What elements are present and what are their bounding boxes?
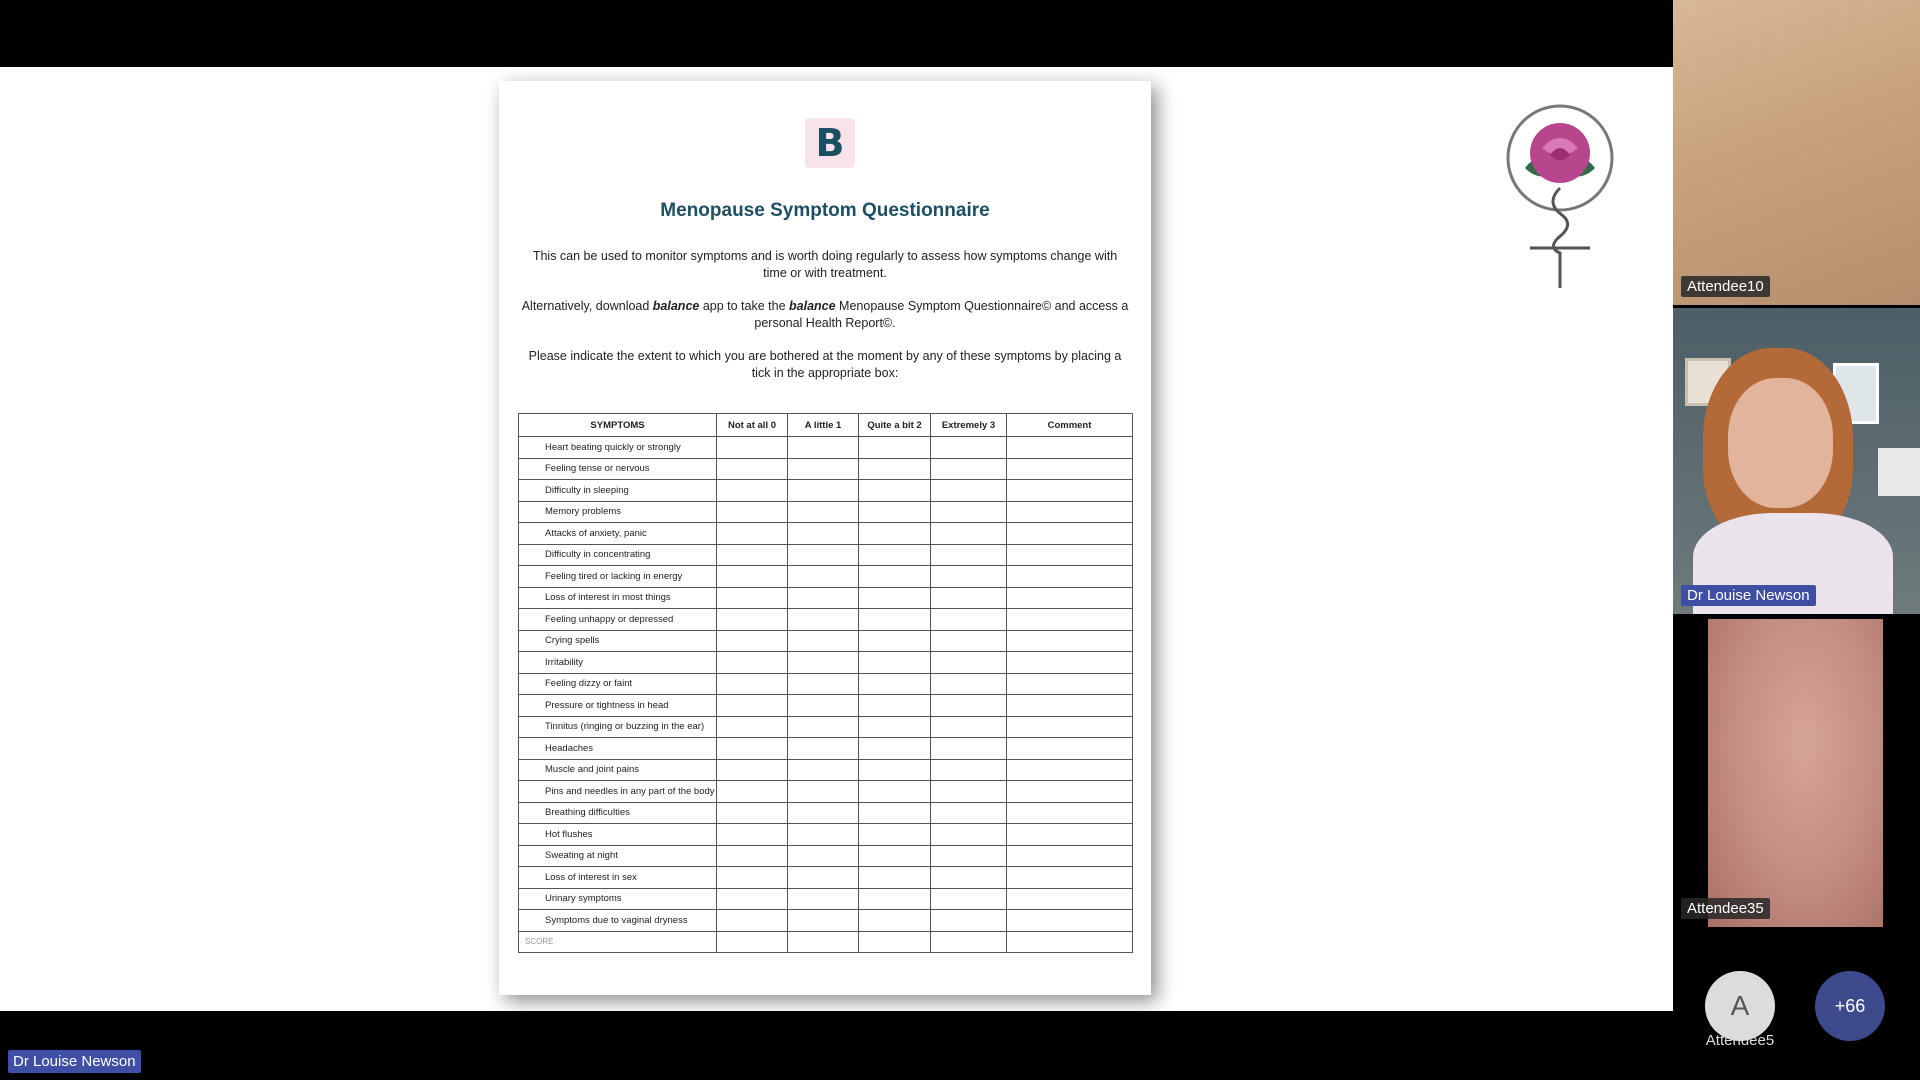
comment-cell — [1007, 910, 1133, 932]
rating-cell — [931, 630, 1007, 652]
comment-cell — [1007, 673, 1133, 695]
rating-cell — [717, 544, 788, 566]
rating-cell — [859, 566, 931, 588]
rating-cell — [717, 802, 788, 824]
rating-cell — [788, 910, 859, 932]
rating-cell — [788, 501, 859, 523]
rating-cell — [717, 695, 788, 717]
table-row — [519, 437, 1133, 459]
rating-cell — [931, 587, 1007, 609]
rating-cell — [859, 759, 931, 781]
attendee-avatar[interactable]: A — [1705, 971, 1775, 1041]
rating-cell — [931, 544, 1007, 566]
symptom-label: Heart beating quickly or strongly — [519, 437, 717, 459]
rating-cell — [717, 652, 788, 674]
wall-frame — [1878, 448, 1920, 496]
rating-cell — [788, 544, 859, 566]
rating-cell — [931, 888, 1007, 910]
rating-cell — [717, 824, 788, 846]
participant-name: Attendee10 — [1681, 276, 1770, 297]
rating-cell — [788, 695, 859, 717]
rating-cell — [717, 458, 788, 480]
comment-cell — [1007, 501, 1133, 523]
rating-cell — [788, 738, 859, 760]
rating-cell — [931, 652, 1007, 674]
table-header-row — [519, 414, 1133, 437]
table-row — [519, 824, 1133, 846]
rating-cell — [859, 781, 931, 803]
rating-cell — [931, 695, 1007, 717]
symptom-label: Loss of interest in most things — [519, 587, 717, 609]
rating-cell — [931, 867, 1007, 889]
table-row — [519, 544, 1133, 566]
rating-cell — [717, 566, 788, 588]
rating-cell — [931, 845, 1007, 867]
rating-cell — [859, 523, 931, 545]
participant-tile[interactable] — [1673, 619, 1920, 927]
rating-cell — [931, 566, 1007, 588]
rating-cell — [788, 587, 859, 609]
comment-cell — [1007, 888, 1133, 910]
instructions-paragraph: Please indicate the extent to which you are bothered at the moment by any of these symptoms by placing a tick in the appropriate box: — [528, 349, 1122, 380]
comment-cell — [1007, 480, 1133, 502]
rating-cell — [859, 609, 931, 631]
rating-cell — [788, 716, 859, 738]
rating-cell — [717, 759, 788, 781]
rating-cell — [859, 673, 931, 695]
comment-cell — [1007, 523, 1133, 545]
rating-cell — [859, 824, 931, 846]
rating-cell — [859, 695, 931, 717]
balance-logo: B — [805, 118, 855, 168]
symptom-label: Memory problems — [519, 501, 717, 523]
participant-tile-active-speaker[interactable] — [1673, 308, 1920, 614]
rating-cell — [859, 630, 931, 652]
symptom-label: Tinnitus (ringing or buzzing in the ear) — [519, 716, 717, 738]
rating-cell — [717, 845, 788, 867]
symptom-label: Muscle and joint pains — [519, 759, 717, 781]
rating-cell — [931, 824, 1007, 846]
symptom-label: Hot flushes — [519, 824, 717, 846]
symptom-label: Symptoms due to vaginal dryness — [519, 910, 717, 932]
rating-cell — [717, 501, 788, 523]
app-paragraph: Alternatively, download balance app to take the balance Menopause Symptom Questionnaire© and access a personal Health Report©. — [521, 299, 1129, 330]
rating-cell — [931, 523, 1007, 545]
speaker-face — [1728, 378, 1833, 508]
rating-cell — [717, 888, 788, 910]
header-quite-a-bit: Quite a bit 2 — [859, 414, 931, 437]
intro-paragraph: This can be used to monitor symptoms and is worth doing regularly to assess how symptoms change with time or with treatment. — [532, 249, 1118, 280]
table-row — [519, 630, 1133, 652]
brand-name: balance — [652, 299, 700, 313]
participants-rail — [1673, 0, 1920, 1080]
rating-cell — [788, 802, 859, 824]
rating-cell — [717, 738, 788, 760]
rating-cell — [859, 437, 931, 459]
more-participants-button[interactable]: +66 — [1815, 971, 1885, 1041]
rating-cell — [859, 845, 931, 867]
table-row — [519, 867, 1133, 889]
symptom-label: Pins and needles in any part of the body — [519, 781, 717, 803]
comment-cell — [1007, 738, 1133, 760]
table-row — [519, 501, 1133, 523]
score-label: SCORE — [519, 931, 717, 953]
table-row — [519, 523, 1133, 545]
header-not-at-all: Not at all 0 — [717, 414, 788, 437]
rating-cell — [931, 716, 1007, 738]
participant-tile[interactable] — [1673, 0, 1920, 305]
rating-cell — [931, 458, 1007, 480]
rating-cell — [931, 802, 1007, 824]
rating-cell — [859, 738, 931, 760]
rating-cell — [859, 802, 931, 824]
rating-cell — [931, 609, 1007, 631]
table-row — [519, 910, 1133, 932]
rating-cell — [788, 867, 859, 889]
rating-cell — [788, 609, 859, 631]
symptom-label: Feeling unhappy or depressed — [519, 609, 717, 631]
rating-cell — [931, 437, 1007, 459]
questionnaire-document — [499, 81, 1151, 995]
rating-cell — [788, 523, 859, 545]
symptom-label: Urinary symptoms — [519, 888, 717, 910]
rating-cell — [931, 480, 1007, 502]
rating-cell — [788, 652, 859, 674]
rating-cell — [859, 458, 931, 480]
score-cell — [931, 931, 1007, 953]
table-row — [519, 781, 1133, 803]
participant-video — [1708, 619, 1883, 927]
table-row — [519, 716, 1133, 738]
rating-cell — [788, 824, 859, 846]
symptom-label: Sweating at night — [519, 845, 717, 867]
comment-cell — [1007, 802, 1133, 824]
table-row — [519, 587, 1133, 609]
comment-cell — [1007, 824, 1133, 846]
rating-cell — [859, 867, 931, 889]
symptom-label: Attacks of anxiety, panic — [519, 523, 717, 545]
table-row — [519, 738, 1133, 760]
symptom-label: Difficulty in sleeping — [519, 480, 717, 502]
rating-cell — [788, 480, 859, 502]
rating-cell — [788, 437, 859, 459]
rating-cell — [788, 845, 859, 867]
rating-cell — [717, 480, 788, 502]
rating-cell — [859, 544, 931, 566]
symptom-label: Feeling tired or lacking in energy — [519, 566, 717, 588]
participant-name: Attendee35 — [1681, 898, 1770, 919]
table-row — [519, 802, 1133, 824]
symptom-label: Headaches — [519, 738, 717, 760]
score-cell — [788, 931, 859, 953]
table-row — [519, 480, 1133, 502]
comment-cell — [1007, 867, 1133, 889]
rating-cell — [717, 587, 788, 609]
rating-cell — [931, 673, 1007, 695]
rating-cell — [788, 566, 859, 588]
rating-cell — [788, 630, 859, 652]
table-row — [519, 759, 1133, 781]
rating-cell — [788, 759, 859, 781]
table-row — [519, 458, 1133, 480]
table-row — [519, 609, 1133, 631]
rating-cell — [717, 716, 788, 738]
symptom-label: Pressure or tightness in head — [519, 695, 717, 717]
table-row — [519, 695, 1133, 717]
score-row — [519, 931, 1133, 953]
symptom-label: Loss of interest in sex — [519, 867, 717, 889]
rating-cell — [788, 888, 859, 910]
brand-name: balance — [789, 299, 836, 313]
rose-logo-icon — [1500, 103, 1620, 293]
comment-cell — [1007, 845, 1133, 867]
rating-cell — [931, 759, 1007, 781]
rating-cell — [717, 781, 788, 803]
shared-screen — [0, 67, 1673, 1011]
comment-cell — [1007, 566, 1133, 588]
comment-cell — [1007, 609, 1133, 631]
rating-cell — [859, 716, 931, 738]
attendee-avatar-name: Attendee5 — [1705, 1032, 1775, 1049]
rating-cell — [717, 609, 788, 631]
symptom-label: Crying spells — [519, 630, 717, 652]
comment-cell — [1007, 652, 1133, 674]
comment-cell — [1007, 437, 1133, 459]
score-cell — [717, 931, 788, 953]
rating-cell — [931, 501, 1007, 523]
comment-cell — [1007, 458, 1133, 480]
symptom-label: Irritability — [519, 652, 717, 674]
table-row — [519, 845, 1133, 867]
participant-name: Dr Louise Newson — [1681, 585, 1816, 606]
table-row — [519, 566, 1133, 588]
header-comment: Comment — [1007, 414, 1133, 437]
comment-cell — [1007, 716, 1133, 738]
symptom-label: Feeling dizzy or faint — [519, 673, 717, 695]
rating-cell — [717, 673, 788, 695]
symptom-label: Difficulty in concentrating — [519, 544, 717, 566]
rating-cell — [931, 738, 1007, 760]
table-row — [519, 888, 1133, 910]
score-cell — [1007, 931, 1133, 953]
rating-cell — [788, 458, 859, 480]
rating-cell — [717, 867, 788, 889]
rating-cell — [859, 501, 931, 523]
symptom-label: Breathing difficulties — [519, 802, 717, 824]
active-speaker-label: Dr Louise Newson — [8, 1050, 141, 1073]
comment-cell — [1007, 544, 1133, 566]
symptom-label: Feeling tense or nervous — [519, 458, 717, 480]
rating-cell — [859, 652, 931, 674]
rating-cell — [717, 523, 788, 545]
symptoms-table — [518, 413, 1133, 953]
header-extremely: Extremely 3 — [931, 414, 1007, 437]
rating-cell — [859, 888, 931, 910]
rating-cell — [788, 781, 859, 803]
header-symptoms: SYMPTOMS — [519, 414, 717, 437]
comment-cell — [1007, 695, 1133, 717]
comment-cell — [1007, 781, 1133, 803]
rating-cell — [859, 587, 931, 609]
comment-cell — [1007, 759, 1133, 781]
rating-cell — [859, 910, 931, 932]
table-row — [519, 652, 1133, 674]
header-a-little: A little 1 — [788, 414, 859, 437]
rating-cell — [931, 910, 1007, 932]
rating-cell — [717, 910, 788, 932]
document-title: Menopause Symptom Questionnaire — [660, 200, 990, 221]
score-cell — [859, 931, 931, 953]
rating-cell — [717, 437, 788, 459]
rating-cell — [931, 781, 1007, 803]
rating-cell — [717, 630, 788, 652]
table-row — [519, 673, 1133, 695]
rating-cell — [859, 480, 931, 502]
rating-cell — [788, 673, 859, 695]
comment-cell — [1007, 630, 1133, 652]
comment-cell — [1007, 587, 1133, 609]
